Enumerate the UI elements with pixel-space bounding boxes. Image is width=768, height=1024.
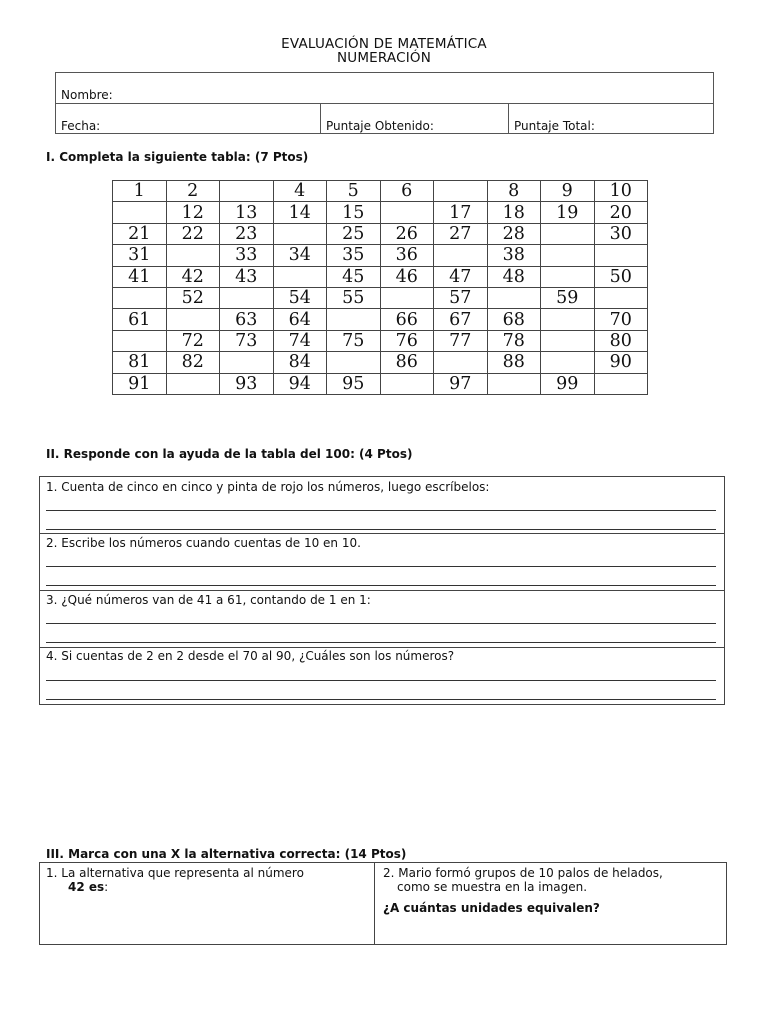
grid-cell: 19 bbox=[541, 202, 595, 223]
grid-cell-empty[interactable] bbox=[487, 287, 541, 308]
grid-cell: 20 bbox=[594, 202, 648, 223]
grid-cell: 17 bbox=[434, 202, 488, 223]
section1-title: I. Completa la siguiente tabla: (7 Ptos) bbox=[46, 150, 309, 164]
grid-cell-empty[interactable] bbox=[541, 352, 595, 373]
section2-title: II. Responde con la ayuda de la tabla del 100: (4 Ptos) bbox=[46, 447, 413, 461]
grid-cell-empty[interactable] bbox=[327, 309, 381, 330]
grid-cell: 18 bbox=[487, 202, 541, 223]
grid-cell: 13 bbox=[220, 202, 274, 223]
grid-cell: 91 bbox=[113, 373, 167, 394]
grid-cell-empty[interactable] bbox=[487, 373, 541, 394]
grid-cell-empty[interactable] bbox=[541, 330, 595, 351]
answer-line[interactable] bbox=[46, 699, 716, 700]
grid-cell: 9 bbox=[541, 181, 595, 202]
grid-cell: 55 bbox=[327, 287, 381, 308]
mc-question-1 bbox=[46, 866, 304, 894]
grid-cell-empty[interactable] bbox=[541, 223, 595, 244]
grid-cell: 74 bbox=[273, 330, 327, 351]
answer-line[interactable] bbox=[46, 642, 716, 643]
grid-cell: 52 bbox=[166, 287, 220, 308]
multiple-choice-box bbox=[39, 862, 727, 945]
grid-cell: 4 bbox=[273, 181, 327, 202]
grid-cell: 36 bbox=[380, 245, 434, 266]
grid-cell-empty[interactable] bbox=[166, 373, 220, 394]
grid-cell: 93 bbox=[220, 373, 274, 394]
answer-line[interactable] bbox=[46, 510, 716, 511]
score-total-label: Puntaje Total: bbox=[514, 119, 595, 133]
grid-cell: 86 bbox=[380, 352, 434, 373]
name-row bbox=[56, 73, 713, 104]
answer-line[interactable] bbox=[46, 585, 716, 586]
grid-cell-empty[interactable] bbox=[380, 373, 434, 394]
grid-cell-empty[interactable] bbox=[434, 245, 488, 266]
grid-cell: 21 bbox=[113, 223, 167, 244]
date-label: Fecha: bbox=[61, 119, 101, 133]
grid-cell: 35 bbox=[327, 245, 381, 266]
section3-title: III. Marca con una X la alternativa correcta: (14 Ptos) bbox=[46, 847, 407, 861]
grid-cell: 25 bbox=[327, 223, 381, 244]
question-divider bbox=[40, 533, 724, 534]
answer-line[interactable] bbox=[46, 623, 716, 624]
grid-cell-empty[interactable] bbox=[594, 245, 648, 266]
grid-cell-empty[interactable] bbox=[434, 181, 488, 202]
grid-cell-empty[interactable] bbox=[594, 373, 648, 394]
question-4: 4. Si cuentas de 2 en 2 desde el 70 al 90, ¿Cuáles son los números? bbox=[46, 649, 455, 663]
grid-cell: 46 bbox=[380, 266, 434, 287]
mc-question-2-prompt: ¿A cuántas unidades equivalen? bbox=[383, 901, 600, 915]
grid-row bbox=[113, 202, 648, 223]
mc-question-1-colon: : bbox=[104, 880, 109, 894]
mc-question-1-line1: 1. La alternativa que representa al número bbox=[46, 866, 304, 880]
grid-cell: 54 bbox=[273, 287, 327, 308]
mc-question-1-number: 42 es bbox=[68, 880, 105, 894]
grid-cell: 81 bbox=[113, 352, 167, 373]
grid-cell-empty[interactable] bbox=[380, 287, 434, 308]
question-divider bbox=[40, 590, 724, 591]
grid-cell-empty[interactable] bbox=[220, 352, 274, 373]
grid-cell: 59 bbox=[541, 287, 595, 308]
grid-cell: 23 bbox=[220, 223, 274, 244]
grid-cell: 70 bbox=[594, 309, 648, 330]
grid-cell: 5 bbox=[327, 181, 381, 202]
grid-cell: 97 bbox=[434, 373, 488, 394]
grid-cell-empty[interactable] bbox=[541, 266, 595, 287]
grid-cell-empty[interactable] bbox=[327, 352, 381, 373]
grid-cell: 99 bbox=[541, 373, 595, 394]
mc-question-2 bbox=[383, 866, 663, 915]
answer-line[interactable] bbox=[46, 529, 716, 530]
info-divider bbox=[508, 104, 509, 134]
question-3: 3. ¿Qué números van de 41 a 61, contando de 1 en 1: bbox=[46, 593, 371, 607]
grid-cell: 33 bbox=[220, 245, 274, 266]
grid-cell-empty[interactable] bbox=[380, 202, 434, 223]
grid-cell: 31 bbox=[113, 245, 167, 266]
grid-row bbox=[113, 181, 648, 202]
grid-cell: 15 bbox=[327, 202, 381, 223]
grid-cell: 12 bbox=[166, 202, 220, 223]
grid-cell: 63 bbox=[220, 309, 274, 330]
grid-cell: 47 bbox=[434, 266, 488, 287]
grid-cell-empty[interactable] bbox=[541, 245, 595, 266]
grid-cell: 2 bbox=[166, 181, 220, 202]
grid-cell-empty[interactable] bbox=[220, 181, 274, 202]
grid-cell: 95 bbox=[327, 373, 381, 394]
grid-cell: 43 bbox=[220, 266, 274, 287]
grid-row bbox=[113, 245, 648, 266]
page-subtitle: NUMERACIÓN bbox=[336, 50, 432, 66]
grid-cell: 48 bbox=[487, 266, 541, 287]
grid-cell: 66 bbox=[380, 309, 434, 330]
grid-cell: 45 bbox=[327, 266, 381, 287]
grid-cell: 94 bbox=[273, 373, 327, 394]
grid-cell: 30 bbox=[594, 223, 648, 244]
grid-row bbox=[113, 373, 648, 394]
grid-cell: 41 bbox=[113, 266, 167, 287]
grid-cell: 77 bbox=[434, 330, 488, 351]
answer-line[interactable] bbox=[46, 566, 716, 567]
grid-cell: 64 bbox=[273, 309, 327, 330]
grid-cell: 67 bbox=[434, 309, 488, 330]
grid-row bbox=[113, 352, 648, 373]
grid-cell: 28 bbox=[487, 223, 541, 244]
grid-cell-empty[interactable] bbox=[166, 309, 220, 330]
grid-cell: 50 bbox=[594, 266, 648, 287]
mc-question-2-line1: 2. Mario formó grupos de 10 palos de helados, bbox=[383, 866, 663, 880]
mc-question-2-line2: como se muestra en la imagen. bbox=[397, 880, 588, 894]
name-label: Nombre: bbox=[61, 88, 113, 102]
grid-row bbox=[113, 266, 648, 287]
grid-cell: 90 bbox=[594, 352, 648, 373]
grid-cell: 82 bbox=[166, 352, 220, 373]
grid-cell-empty[interactable] bbox=[273, 266, 327, 287]
grid-cell: 84 bbox=[273, 352, 327, 373]
grid-cell-empty[interactable] bbox=[273, 223, 327, 244]
grid-cell: 88 bbox=[487, 352, 541, 373]
grid-cell: 26 bbox=[380, 223, 434, 244]
score-obtained-label: Puntaje Obtenido: bbox=[326, 119, 434, 133]
grid-cell: 14 bbox=[273, 202, 327, 223]
grid-row bbox=[113, 309, 648, 330]
grid-row bbox=[113, 330, 648, 351]
grid-row bbox=[113, 223, 648, 244]
grid-cell-empty[interactable] bbox=[113, 287, 167, 308]
grid-cell: 22 bbox=[166, 223, 220, 244]
question-2: 2. Escribe los números cuando cuentas de 10 en 10. bbox=[46, 536, 361, 550]
grid-cell-empty[interactable] bbox=[541, 309, 595, 330]
grid-cell: 76 bbox=[380, 330, 434, 351]
grid-cell-empty[interactable] bbox=[113, 330, 167, 351]
grid-cell: 38 bbox=[487, 245, 541, 266]
grid-cell: 8 bbox=[487, 181, 541, 202]
grid-cell: 73 bbox=[220, 330, 274, 351]
grid-cell: 27 bbox=[434, 223, 488, 244]
mc-question-1-line2 bbox=[46, 880, 304, 894]
grid-cell: 42 bbox=[166, 266, 220, 287]
student-info-box bbox=[55, 72, 714, 134]
hundred-chart-table bbox=[112, 180, 648, 395]
page-title: EVALUACIÓN DE MATEMÁTICA bbox=[281, 36, 487, 52]
grid-cell-empty[interactable] bbox=[594, 287, 648, 308]
grid-cell: 1 bbox=[113, 181, 167, 202]
grid-cell: 75 bbox=[327, 330, 381, 351]
grid-cell-empty[interactable] bbox=[434, 352, 488, 373]
answer-line[interactable] bbox=[46, 680, 716, 681]
grid-row bbox=[113, 287, 648, 308]
grid-cell-empty[interactable] bbox=[220, 287, 274, 308]
questions-box bbox=[39, 476, 725, 705]
grid-cell: 68 bbox=[487, 309, 541, 330]
grid-cell: 78 bbox=[487, 330, 541, 351]
grid-cell: 6 bbox=[380, 181, 434, 202]
question-divider bbox=[40, 647, 724, 648]
grid-cell: 34 bbox=[273, 245, 327, 266]
grid-cell-empty[interactable] bbox=[166, 245, 220, 266]
grid-cell: 57 bbox=[434, 287, 488, 308]
info-divider bbox=[320, 104, 321, 134]
grid-cell: 10 bbox=[594, 181, 648, 202]
grid-cell: 61 bbox=[113, 309, 167, 330]
grid-cell: 80 bbox=[594, 330, 648, 351]
column-divider bbox=[374, 863, 375, 944]
question-1: 1. Cuenta de cinco en cinco y pinta de rojo los números, luego escríbelos: bbox=[46, 480, 490, 494]
grid-cell-empty[interactable] bbox=[113, 202, 167, 223]
grid-cell: 72 bbox=[166, 330, 220, 351]
